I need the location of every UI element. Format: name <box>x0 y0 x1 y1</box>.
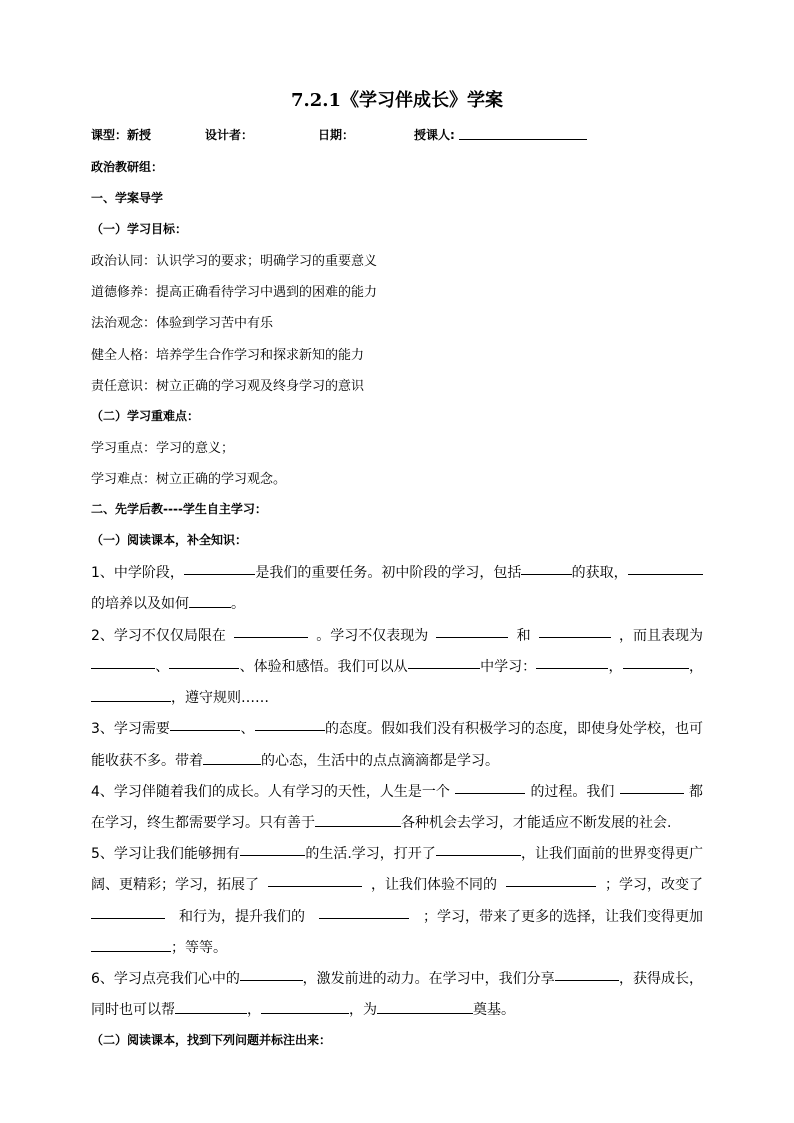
section-heading: 二、先学后教----学生自主学习： <box>91 502 267 516</box>
reading-heading: （一）阅读课本，补全知识： <box>91 533 248 547</box>
question-6-line: 同时也可以帮 ， ，为 奠基。 <box>91 1002 515 1018</box>
teacher-blank <box>459 127 587 140</box>
question-3-line: 能收获不多。带着 的心态，生活中的点点滴滴都是学习。 <box>91 753 499 769</box>
question-2-line: 、 、体验和感悟。我们可以从 中学习： ， ， <box>91 656 703 676</box>
fill-blank[interactable] <box>261 1001 349 1014</box>
fill-blank[interactable] <box>184 562 255 575</box>
question-1-line: 的培养以及如何 。 <box>91 596 245 612</box>
fill-blank[interactable] <box>319 906 409 919</box>
section-heading: 一、学案导学 <box>91 191 164 205</box>
fill-blank[interactable] <box>91 939 171 952</box>
question-4-line: 在学习，终生都需要学习。只有善于 各种机会去学习，才能适应不断发展的社会. <box>91 815 672 831</box>
question-6-line: 6、学习点亮我们心中的 ，激发前进的动力。在学习中，我们分享 ，获得成长， <box>91 968 703 988</box>
question-2-line: 2、学习不仅仅局限在 。学习不仅表现为 和 ，而且表现为 <box>91 625 703 645</box>
goal-item: 政治认同：认识学习的要求；明确学习的重要意义 <box>91 254 378 269</box>
page-title: 7.2.1《学习伴成长》学案 <box>290 90 504 111</box>
fill-blank[interactable] <box>628 562 703 575</box>
fill-blank[interactable] <box>91 656 155 669</box>
goal-item: 健全人格：培养学生合作学习和探求新知的能力 <box>91 348 365 363</box>
question-5-line: 阔、更精彩；学习，拓展了 ，让我们体验不同的 ；学习，改变了 <box>91 874 703 894</box>
designer-label: 设计者： <box>205 128 254 142</box>
fill-blank[interactable] <box>555 968 619 981</box>
fill-blank[interactable] <box>436 843 521 856</box>
goals-heading: （一）学习目标： <box>91 222 188 236</box>
key-point: 学习重点：学习的意义； <box>91 441 235 456</box>
fill-blank[interactable] <box>169 656 239 669</box>
lesson-type: 课型：新授 <box>91 128 152 142</box>
fill-blank[interactable] <box>91 689 171 702</box>
fill-blank[interactable] <box>175 1001 247 1014</box>
date-label: 日期： <box>318 128 355 142</box>
goal-item: 法治观念：体验到学习苦中有乐 <box>91 316 274 331</box>
fill-blank[interactable] <box>234 625 308 638</box>
fill-blank[interactable] <box>620 781 684 794</box>
fill-blank[interactable] <box>189 595 231 608</box>
question-5-line: 和行为，提升我们的 ；学习，带来了更多的选择，让我们变得更加 <box>91 906 703 926</box>
fill-blank[interactable] <box>536 656 608 669</box>
group-label: 政治教研组： <box>91 160 164 174</box>
question-3-line: 3、学习需要 、 的态度。假如我们没有积极学习的态度，即使身处学校，也可 <box>91 718 703 738</box>
fill-blank[interactable] <box>455 781 525 794</box>
fill-blank[interactable] <box>521 562 571 575</box>
difficult-point: 学习难点：树立正确的学习观念。 <box>91 472 287 487</box>
goal-item: 责任意识：树立正确的学习观及终身学习的意识 <box>91 379 365 394</box>
question-5-line: ；等等。 <box>91 937 227 957</box>
question-5-line: 5、学习让我们能够拥有 的生活.学习，打开了 ，让我们面前的世界变得更广 <box>91 843 703 863</box>
fill-blank[interactable] <box>539 625 611 638</box>
goal-item: 道德修养：提高正确看待学习中遇到的困难的能力 <box>91 285 378 300</box>
question-2-line: ，遵守规则…… <box>91 687 269 707</box>
fill-blank[interactable] <box>436 625 508 638</box>
fill-blank[interactable] <box>240 843 305 856</box>
fill-blank[interactable] <box>377 1001 473 1014</box>
question-4-line: 4、学习伴随着我们的成长。人有学习的天性，人生是一个 的过程。我们 都 <box>91 781 703 801</box>
fill-blank[interactable] <box>623 656 689 669</box>
teacher-label: 授课人: <box>414 128 455 142</box>
fill-blank[interactable] <box>91 906 165 919</box>
fill-blank[interactable] <box>408 656 480 669</box>
question-1-line: 1、中学阶段， 是我们的重要任务。初中阶段的学习，包括 的获取， <box>91 562 703 582</box>
fill-blank[interactable] <box>268 874 362 887</box>
keys-heading: （二）学习重难点： <box>91 409 200 423</box>
fill-blank[interactable] <box>203 752 261 765</box>
fill-blank[interactable] <box>506 874 596 887</box>
reading-heading: （二）阅读课本，找到下列问题并标注出来： <box>91 1033 332 1047</box>
fill-blank[interactable] <box>170 718 240 731</box>
fill-blank[interactable] <box>255 718 325 731</box>
fill-blank[interactable] <box>240 968 303 981</box>
fill-blank[interactable] <box>315 814 401 827</box>
